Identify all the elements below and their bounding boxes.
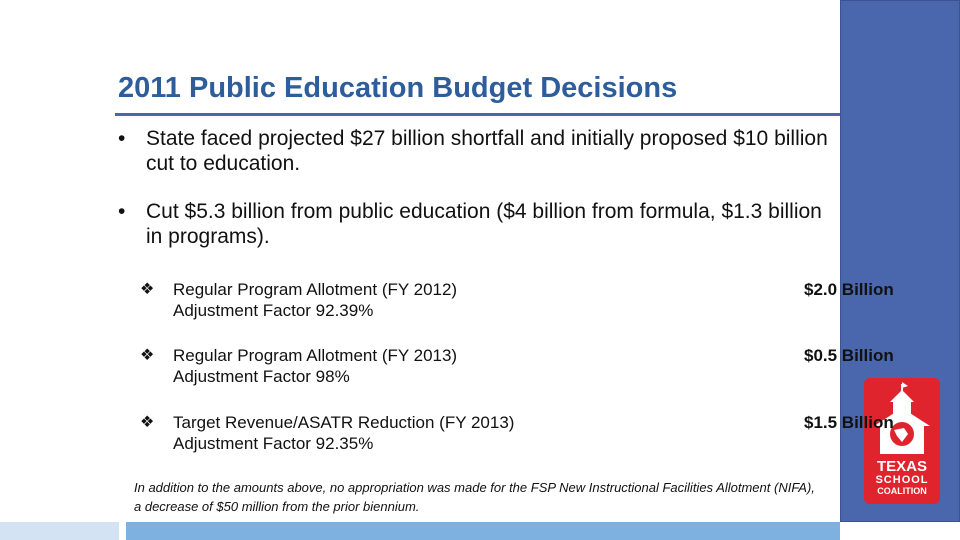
diamond-bullet-icon: ❖ <box>140 281 155 298</box>
list-item: ❖ Regular Program Allotment (FY 2012) Adjustment Factor 92.39% $2.0 Billion <box>140 280 894 320</box>
footer-bar-dark <box>126 522 840 540</box>
slide-title: 2011 Public Education Budget Decisions <box>118 72 678 104</box>
footer-bar-light <box>0 522 119 540</box>
texas-school-coalition-logo: TEXAS SCHOOL COALITION <box>864 378 940 504</box>
title-underline <box>115 113 840 116</box>
bullet-2: • Cut $5.3 billion from public education ($4 billion from formula, $1.3 billion in programs). <box>118 200 822 248</box>
list-item: ❖ Regular Program Allotment (FY 2013) Adjustment Factor 98% $0.5 Billion <box>140 346 894 386</box>
bullet-dot-icon: • <box>118 127 126 150</box>
diamond-bullet-icon: ❖ <box>140 414 155 431</box>
bullet-1: • State faced projected $27 billion shortfall and initially proposed $10 billion cut to education. <box>118 127 828 175</box>
footnote: In addition to the amounts above, no appropriation was made for the FSP New Instructional Facilities Allotment (NIFA), a decrease of $50 million from the prior biennium. <box>134 480 815 514</box>
list-item: ❖ Target Revenue/ASATR Reduction (FY 2013) Adjustment Factor 92.35% $1.5 Billion <box>140 413 894 453</box>
bullet-dot-icon: • <box>118 200 126 223</box>
diamond-bullet-icon: ❖ <box>140 347 155 364</box>
